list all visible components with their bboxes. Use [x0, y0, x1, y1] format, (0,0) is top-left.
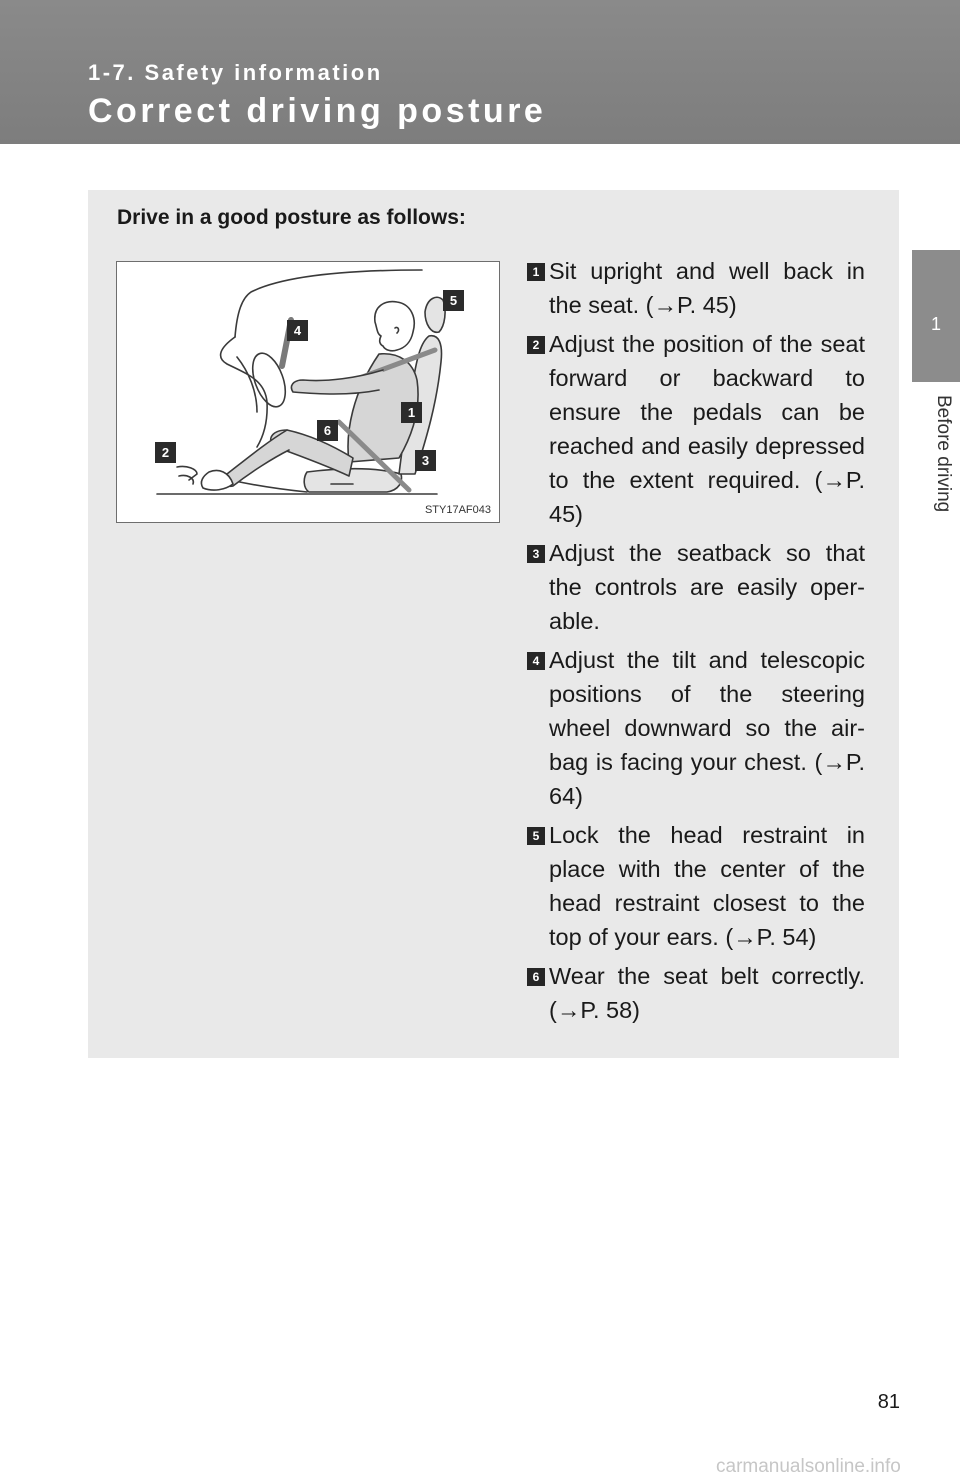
- step-text: Adjust the position of the seat forward or backward to ensure the pedals can be reached and easily depressed to the extent required. (→P. 45): [549, 331, 865, 527]
- watermark: carmanualsonline.info: [716, 1456, 901, 1477]
- callout-2: 2: [155, 442, 176, 463]
- step-text: Wear the seat belt correctly. (→P. 58): [549, 963, 865, 1023]
- chapter-label: Before driving: [933, 395, 954, 513]
- step-6: [527, 959, 865, 1027]
- step-text: Sit upright and well back in the seat. (→P. 45): [549, 258, 865, 318]
- callout-4: 4: [287, 320, 308, 341]
- step-text: Adjust the tilt and telescopic positions of the steering wheel downward so the air-bag is facing your chest. (→P. 64): [549, 647, 865, 809]
- step-number-badge: 1: [527, 263, 545, 281]
- step-text: Lock the head restraint in place with the center of the head restraint closest to the top of your ears. (→P. 54): [549, 822, 865, 950]
- step-number-badge: 6: [527, 968, 545, 986]
- step-number-badge: 2: [527, 336, 545, 354]
- callout-5: 5: [443, 290, 464, 311]
- page-title: Correct driving posture: [88, 92, 547, 130]
- callout-1: 1: [401, 402, 422, 423]
- callout-3: 3: [415, 450, 436, 471]
- chapter-tab[interactable]: [912, 250, 960, 382]
- section-label: 1-7. Safety information: [88, 60, 383, 85]
- step-number-badge: 3: [527, 545, 545, 563]
- step-number-badge: 4: [527, 652, 545, 670]
- chapter-number: 1: [930, 314, 941, 334]
- figure-code: STY17AF043: [424, 504, 491, 516]
- page-number: 81: [877, 1391, 900, 1413]
- steps-list: [527, 254, 865, 1027]
- step-2: [527, 327, 865, 531]
- step-4: [527, 643, 865, 813]
- step-3: [527, 536, 865, 638]
- posture-illustration: [116, 261, 500, 523]
- callout-6: 6: [317, 420, 338, 441]
- intro-text: Drive in a good posture as follows:: [117, 206, 466, 229]
- step-number-badge: 5: [527, 827, 545, 845]
- step-1: [527, 254, 865, 322]
- step-text: Adjust the seatback so that the controls are easily oper-able.: [549, 540, 865, 634]
- step-5: [527, 818, 865, 954]
- page-header: [0, 0, 960, 144]
